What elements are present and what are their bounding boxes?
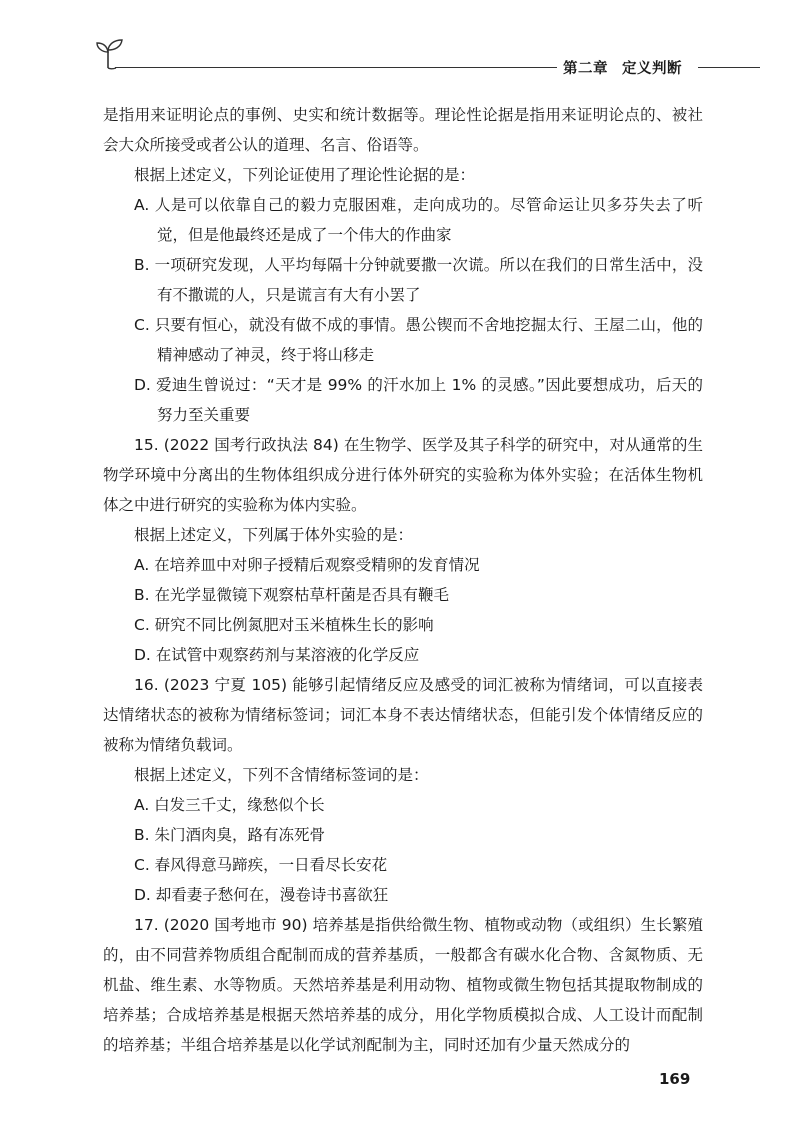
option-a: A. 人是可以依靠自己的毅力克服困难，走向成功的。尽管命运让贝多芬失去了听觉，但是他最终还是成了一个伟大的作曲家 bbox=[134, 196, 703, 244]
section-label: 定义判断 bbox=[622, 61, 682, 77]
page-body bbox=[103, 100, 703, 1060]
option-b: B. 一项研究发现，人平均每隔十分钟就要撒一次谎。所以在我们的日常生活中，没有不撒谎的人，只是谎言有大有小罢了 bbox=[134, 256, 703, 304]
chapter-heading bbox=[563, 57, 682, 78]
page-number: 169 bbox=[659, 1070, 691, 1088]
chapter-label: 第二章 bbox=[563, 61, 608, 77]
option-d: D. 却看妻子愁何在，漫卷诗书喜欲狂 bbox=[134, 886, 389, 904]
option-d: D. 在试管中观察药剂与某溶液的化学反应 bbox=[134, 646, 420, 664]
option-c: C. 只要有恒心，就没有做不成的事情。愚公锲而不舍地挖掘太行、王屋二山，他的精神感动了神灵，终于将山移走 bbox=[134, 316, 703, 364]
option-c: C. 春风得意马蹄疾，一日看尽长安花 bbox=[134, 856, 388, 874]
header-rule-right bbox=[698, 67, 760, 68]
paragraph: 是指用来证明论点的事例、史实和统计数据等。理论性论据是指用来证明论点的、被社会大众所接受或者公认的道理、名言、俗语等。 bbox=[103, 106, 703, 154]
question-15: 15. (2022 国考行政执法 84) 在生物学、医学及其子科学的研究中，对从通常的生物学环境中分离出的生物体组织成分进行体外研究的实验称为体外实验；在活体生物机体之中进行研究的实验称为体内实验。 bbox=[103, 436, 703, 514]
question-16: 16. (2023 宁夏 105) 能够引起情绪反应及感受的词汇被称为情绪词，可以直接表达情绪状态的被称为情绪标签词；词汇本身不表达情绪状态，但能引发个体情绪反应的被称为情绪负载词。 bbox=[103, 676, 703, 754]
option-a: A. 白发三千丈，缘愁似个长 bbox=[134, 796, 325, 814]
option-c: C. 研究不同比例氮肥对玉米植株生长的影响 bbox=[134, 616, 434, 634]
option-b: B. 朱门酒肉臭，路有冻死骨 bbox=[134, 826, 325, 844]
option-a: A. 在培养皿中对卵子授精后观察受精卵的发育情况 bbox=[134, 556, 480, 574]
question-prompt: 根据上述定义，下列论证使用了理论性论据的是： bbox=[134, 166, 476, 184]
header-rule-left bbox=[115, 67, 557, 68]
question-prompt: 根据上述定义，下列属于体外实验的是： bbox=[134, 526, 414, 544]
question-prompt: 根据上述定义，下列不含情绪标签词的是： bbox=[134, 766, 429, 784]
option-d: D. 爱迪生曾说过：“天才是 99% 的汗水加上 1% 的灵感。”因此要想成功，后天的努力至关重要 bbox=[134, 376, 703, 424]
page-header bbox=[0, 0, 800, 90]
question-17: 17. (2020 国考地市 90) 培养基是指供给微生物、植物或动物（或组织）生长繁殖的，由不同营养物质组合配制而成的营养基质，一般都含有碳水化合物、含氮物质、无机盐、维生素、水等物质。天然培养基是利用动物、植物或微生物包括其提取物制成的培养基；合成培养基是根据天然培养基的成分，用化学物质模拟合成、人工设计而配制的培养基；半组合培养基是以化学试剂配制为主，同时还加有少量天然成分的 bbox=[103, 916, 703, 1054]
option-b: B. 在光学显微镜下观察枯草杆菌是否具有鞭毛 bbox=[134, 586, 449, 604]
